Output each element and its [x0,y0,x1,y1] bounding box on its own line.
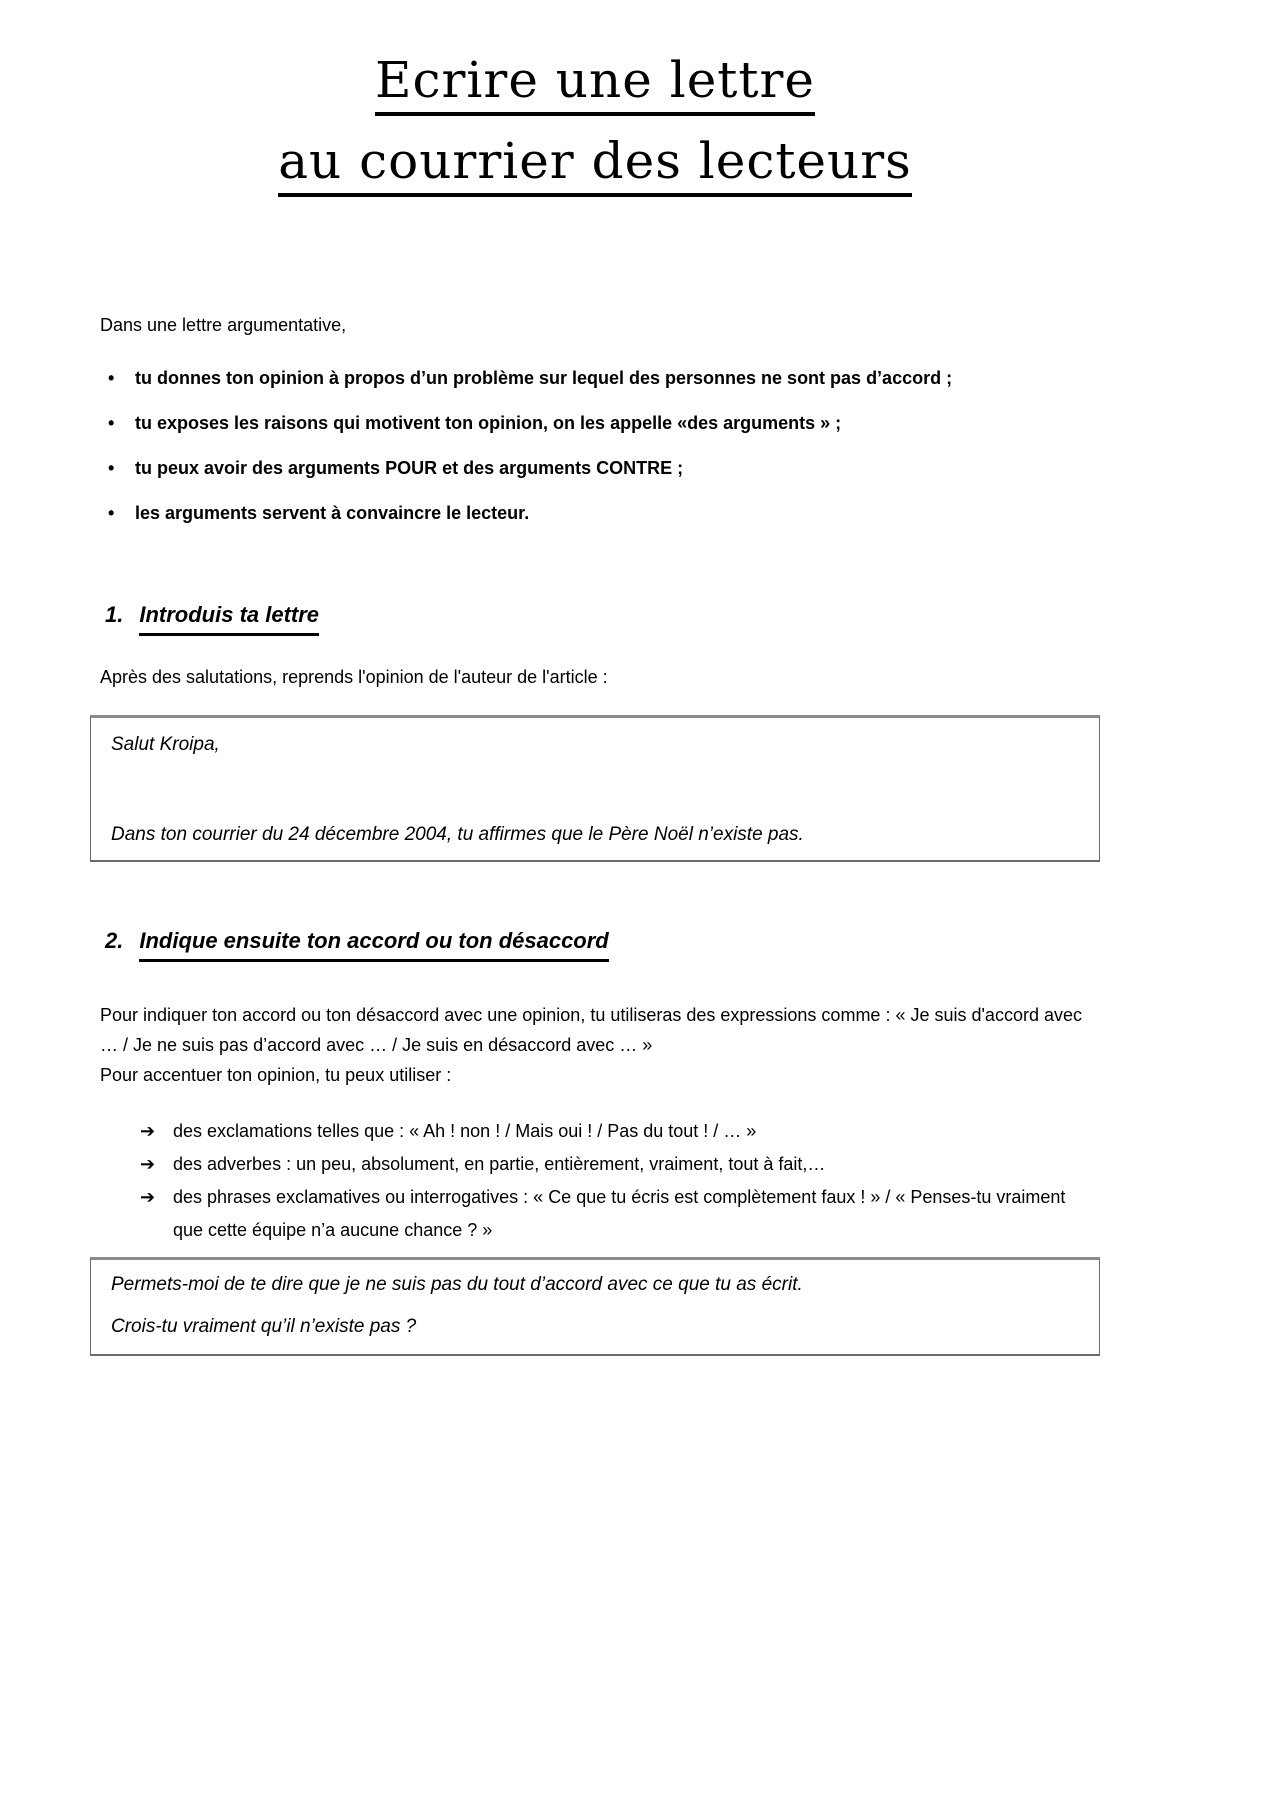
example-box-2-line-1: Permets-moi de te dire que je ne suis pas du tout d’accord avec ce que tu as écrit. [111,1274,803,1295]
section-1-number: 1. [105,602,124,627]
section-1-lead: Après des salutations, reprends l'opinion de l'auteur de l'article : [100,667,608,687]
arrow-icon: ➔ [140,1154,156,1174]
section-2-heading [105,926,1100,962]
section-2-title: Indique ensuite ton accord ou ton désaccord [139,926,608,962]
section-2-paragraph-2: Pour accentuer ton opinion, tu peux utiliser : [100,1065,452,1085]
arrow-icon: ➔ [140,1187,156,1207]
section-2-paragraph-1: Pour indiquer ton accord ou ton désaccord avec une opinion, tu utiliseras des expressions comme : « Je suis d'accord avec … / Je ne suis pas d’accord avec … / Je suis en désaccord avec … » [100,1005,1082,1055]
example-letter-box-2 [90,1257,1100,1356]
bullet-icon: • [108,413,115,433]
list-item [90,1148,1100,1181]
argument-bullet-list [90,356,1100,536]
bullet-text: tu exposes les raisons qui motivent ton opinion, on les appelle «des arguments » ; [135,413,842,433]
list-item [90,1181,1100,1247]
list-item [90,491,1100,536]
expression-arrow-list [90,1115,1100,1247]
arrow-text: des phrases exclamatives ou interrogatives : « Ce que tu écris est complètement faux ! » / « Penses-tu vraiment que cette équipe n’a aucune chance ? » [173,1187,1066,1240]
bullet-text: les arguments servent à convaincre le lecteur. [135,503,530,523]
title-line-1 [90,51,1100,116]
section-indique-ton-accord [90,926,1100,1356]
example-box-1-line-2: Dans ton courrier du 24 décembre 2004, tu affirmes que le Père Noël n’existe pas. [111,824,804,845]
section-introduis-ta-lettre [90,600,1100,862]
intro-paragraph: Dans une lettre argumentative, [100,315,347,335]
document-title [90,0,1100,197]
bullet-icon: • [108,503,115,523]
section-2-number: 2. [105,928,124,953]
list-item [90,446,1100,491]
section-1-title: Introduis ta lettre [139,600,319,636]
example-box-1-line-1: Salut Kroipa, [111,734,220,755]
bullet-text: tu peux avoir des arguments POUR et des arguments CONTRE ; [135,458,684,478]
bullet-icon: • [108,458,115,478]
example-letter-box-1 [90,715,1100,862]
arrow-icon: ➔ [140,1121,156,1141]
title-text-1: Ecrire une lettre [375,55,815,116]
list-item [90,356,1100,401]
title-line-2 [90,132,1100,197]
list-item [90,401,1100,446]
arrow-text: des exclamations telles que : « Ah ! non ! / Mais oui ! / Pas du tout ! / … » [173,1121,757,1141]
arrow-text: des adverbes : un peu, absolument, en partie, entièrement, vraiment, tout à fait,… [173,1154,826,1174]
section-1-heading [105,600,1100,636]
example-box-2-line-2: Crois-tu vraiment qu’il n’existe pas ? [111,1316,417,1337]
bullet-text: tu donnes ton opinion à propos d’un problème sur lequel des personnes ne sont pas d’accord ; [135,368,953,388]
bullet-icon: • [108,368,115,388]
title-text-2: au courrier des lecteurs [278,136,912,197]
document-body [90,312,1100,1356]
list-item [90,1115,1100,1148]
